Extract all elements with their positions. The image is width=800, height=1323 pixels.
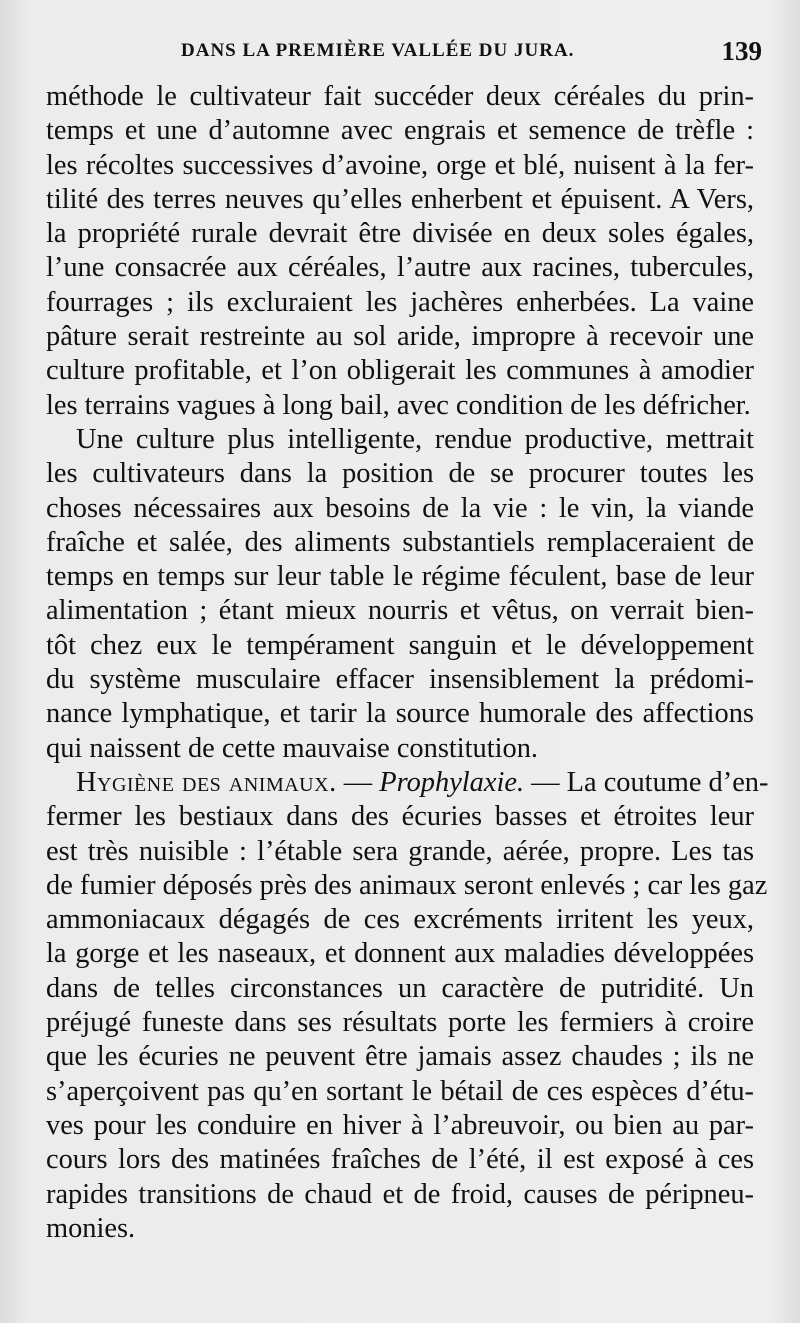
text-line: l’une consacrée aux céréales, l’autre aux racines, tubercules, <box>46 252 754 284</box>
text-line: culture profitable, et l’on obligerait les communes à amodier <box>46 355 754 387</box>
text-line <box>46 766 769 800</box>
paragraph-crop-rotation <box>46 80 754 423</box>
text-line: alimentation ; étant mieux nourris et vêtus, on verrait bien- <box>46 595 754 627</box>
text-line: monies. <box>46 1212 136 1244</box>
text-line: temps et une d’automne avec engrais et semence de trèfle : <box>46 115 754 147</box>
text-line: fourrages ; ils excluraient les jachères enherbées. La vaine <box>46 286 754 318</box>
text-line: cours lors des matinées fraîches de l’été, il est exposé à ces <box>46 1144 754 1176</box>
text-line: fraîche et salée, des aliments substantiels remplaceraient de <box>46 526 754 558</box>
section-heading: Hygiène des animaux. <box>76 766 337 798</box>
text-line: la gorge et les naseaux, et donnent aux maladies développées <box>46 938 754 970</box>
running-title: DANS LA PREMIÈRE VALLÉE DU JURA. <box>181 40 575 61</box>
heading-dash: — <box>336 766 380 798</box>
paragraph-animal-hygiene <box>46 766 769 1246</box>
text-line: choses nécessaires aux besoins de la vie : le vin, la viande <box>46 492 754 524</box>
text-line: qui naissent de cette mauvaise constitution. <box>46 732 538 764</box>
subsection-heading: Prophylaxie. <box>379 766 525 798</box>
text-line: nance lymphatique, et tarir la source humorale des affections <box>46 698 754 730</box>
text-line: est très nuisible : l’étable sera grande, aérée, propre. Les tas <box>46 835 754 867</box>
text-line: s’aperçoivent pas qu’en sortant le bétail de ces espèces d’étu- <box>46 1075 754 1107</box>
text-line: de fumier déposés près des animaux seront enlevés ; car les gaz <box>46 869 768 901</box>
text-line: fermer les bestiaux dans des écuries basses et étroites leur <box>46 801 754 833</box>
text-line: ammoniacaux dégagés de ces excréments irritent les yeux, <box>46 904 754 936</box>
text-line: tôt chez eux le tempérament sanguin et le développement <box>46 629 754 661</box>
text-line: dans de telles circonstances un caractère de putridité. Un <box>46 972 754 1004</box>
text-line: ves pour les conduire en hiver à l’abreuvoir, ou bien au par- <box>46 1109 754 1141</box>
line-continuation: — La coutume d’en- <box>524 766 769 798</box>
text-line: Une culture plus intelligente, rendue productive, mettrait <box>76 423 754 455</box>
text-line: temps en temps sur leur table le régime féculent, base de leur <box>46 561 754 593</box>
body-text <box>46 80 769 1246</box>
text-line: méthode le cultivateur fait succéder deux céréales du prin- <box>46 81 754 112</box>
text-line: préjugé funeste dans ses résultats porte les fermiers à croire <box>46 1007 754 1039</box>
running-head <box>46 36 764 80</box>
text-line: les terrains vagues à long bail, avec condition de les défricher. <box>46 389 751 421</box>
text-line: les cultivateurs dans la position de se procurer toutes les <box>46 458 754 490</box>
text-line: la propriété rurale devrait être divisée en deux soles égales, <box>46 218 754 250</box>
page-number: 139 <box>721 36 762 66</box>
text-line: les récoltes successives d’avoine, orge et blé, nuisent à la fer- <box>46 149 754 181</box>
text-line: que les écuries ne peuvent être jamais assez chaudes ; ils ne <box>46 1041 754 1073</box>
text-line: tilité des terres neuves qu’elles enherbent et épuisent. A Vers, <box>46 183 754 215</box>
paragraph-intelligent-culture <box>46 423 754 766</box>
text-line: pâture serait restreinte au sol aride, impropre à recevoir une <box>46 321 754 353</box>
text-line: du système musculaire effacer insensiblement la prédomi- <box>46 664 754 696</box>
text-line: rapides transitions de chaud et de froid, causes de péripneu- <box>46 1178 754 1210</box>
